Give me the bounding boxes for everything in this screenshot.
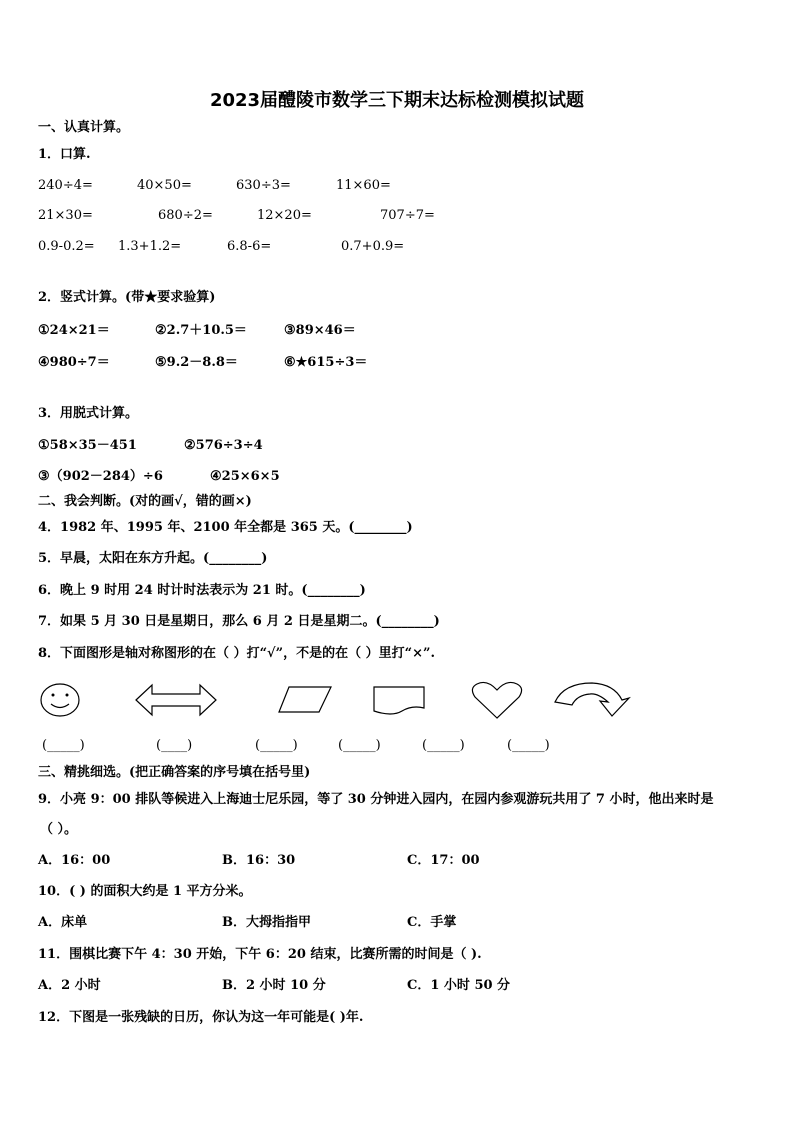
section-2-heading: 二、我会判断。(对的画√，错的画×) [38,494,252,509]
q8-answer-blank[interactable]: (____) [156,738,193,753]
flag-shape-figure [372,684,428,718]
q10-option-a[interactable]: A．床单 [38,915,88,930]
q12-text: 12．下图是一张残缺的日历，你认为这一年可能是( )年. [38,1010,364,1025]
q1-item: 1.3+1.2= [118,239,182,254]
q11-option-b[interactable]: B．2 小时 10 分 [222,978,326,993]
q10-option-c[interactable]: C．手掌 [407,915,457,930]
q2-item: ⑤9.2－8.8＝ [155,355,238,370]
q1-item: 630÷3= [236,178,291,193]
q9-text: 9．小亮 9：00 排队等候进入上海迪士尼乐园，等了 30 分钟进入园内，在园内参观游玩共用了 7 小时，他出来时是 [38,792,714,807]
q7-text: 7．如果 5 月 30 日是星期日，那么 6 月 2 日是星期二。(________) [38,614,440,629]
q1-item: 707÷7= [380,208,435,223]
q3-item: ④25×6×5 [210,469,280,484]
q3-item: ②576÷3÷4 [184,438,263,453]
q3-item: ③（902－284）÷6 [38,469,163,484]
q3-item: ①58×35－451 [38,438,137,453]
q2-item: ④980÷7＝ [38,355,110,370]
section-3-heading: 三、精挑细选。(把正确答案的序号填在括号里) [38,765,311,780]
parallelogram-figure [277,684,333,716]
q1-item: 0.9-0.2= [38,239,95,254]
q11-text: 11．围棋比赛下午 4：30 开始，下午 6：20 结束，比赛所需的时间是（ ). [38,947,482,962]
curved-arrow-figure [552,680,634,720]
q8-answer-blank[interactable]: (_____) [255,738,298,753]
q10-option-b[interactable]: B．大拇指指甲 [222,915,311,930]
q8-text: 8．下面图形是轴对称图形的在（ ）打“√”，不是的在（ ）里打“×”. [38,646,435,661]
q8-answer-blank[interactable]: (_____) [507,738,550,753]
q9-text-cont: （ ）。 [40,822,78,837]
q1-item: 680÷2= [158,208,213,223]
q1-item: 40×50= [137,178,192,193]
q9-option-c[interactable]: C．17：00 [407,853,480,868]
q1-item: 0.7+0.9= [341,239,405,254]
q3-label: 3．用脱式计算。 [38,406,139,421]
q2-item: ⑥★615÷3＝ [284,355,368,370]
q10-text: 10．( ) 的面积大约是 1 平方分米。 [38,884,252,899]
q8-answer-blank[interactable]: (_____) [42,738,85,753]
q4-text: 4．1982 年、1995 年、2100 年全都是 365 天。(________) [38,520,413,535]
q2-label: 2．竖式计算。(带★要求验算) [38,290,216,305]
q8-answer-blank[interactable]: (_____) [422,738,465,753]
q1-label: 1．口算. [38,147,91,162]
q11-option-c[interactable]: C．1 小时 50 分 [407,978,511,993]
q2-item: ③89×46＝ [284,323,356,338]
q1-item: 6.8-6= [227,239,272,254]
q6-text: 6．晚上 9 时用 24 时计时法表示为 21 时。(________) [38,583,366,598]
q1-item: 11×60= [336,178,391,193]
q1-item: 12×20= [257,208,312,223]
double-arrow-figure [134,682,218,718]
page-title: 2023届醴陵市数学三下期末达标检测模拟试题 [209,90,585,111]
q9-option-b[interactable]: B．16：30 [222,853,296,868]
heart-figure [470,680,526,722]
q9-option-a[interactable]: A．16：00 [38,853,111,868]
q5-text: 5．早晨，太阳在东方升起。(________) [38,551,268,566]
q1-item: 21×30= [38,208,93,223]
q8-answer-blank[interactable]: (_____) [338,738,381,753]
section-1-heading: 一、认真计算。 [38,120,130,135]
q1-item: 240÷4= [38,178,93,193]
q11-option-a[interactable]: A．2 小时 [38,978,101,993]
smiley-face-figure [38,682,84,718]
q2-item: ①24×21＝ [38,323,110,338]
q2-item: ②2.7＋10.5＝ [155,323,247,338]
